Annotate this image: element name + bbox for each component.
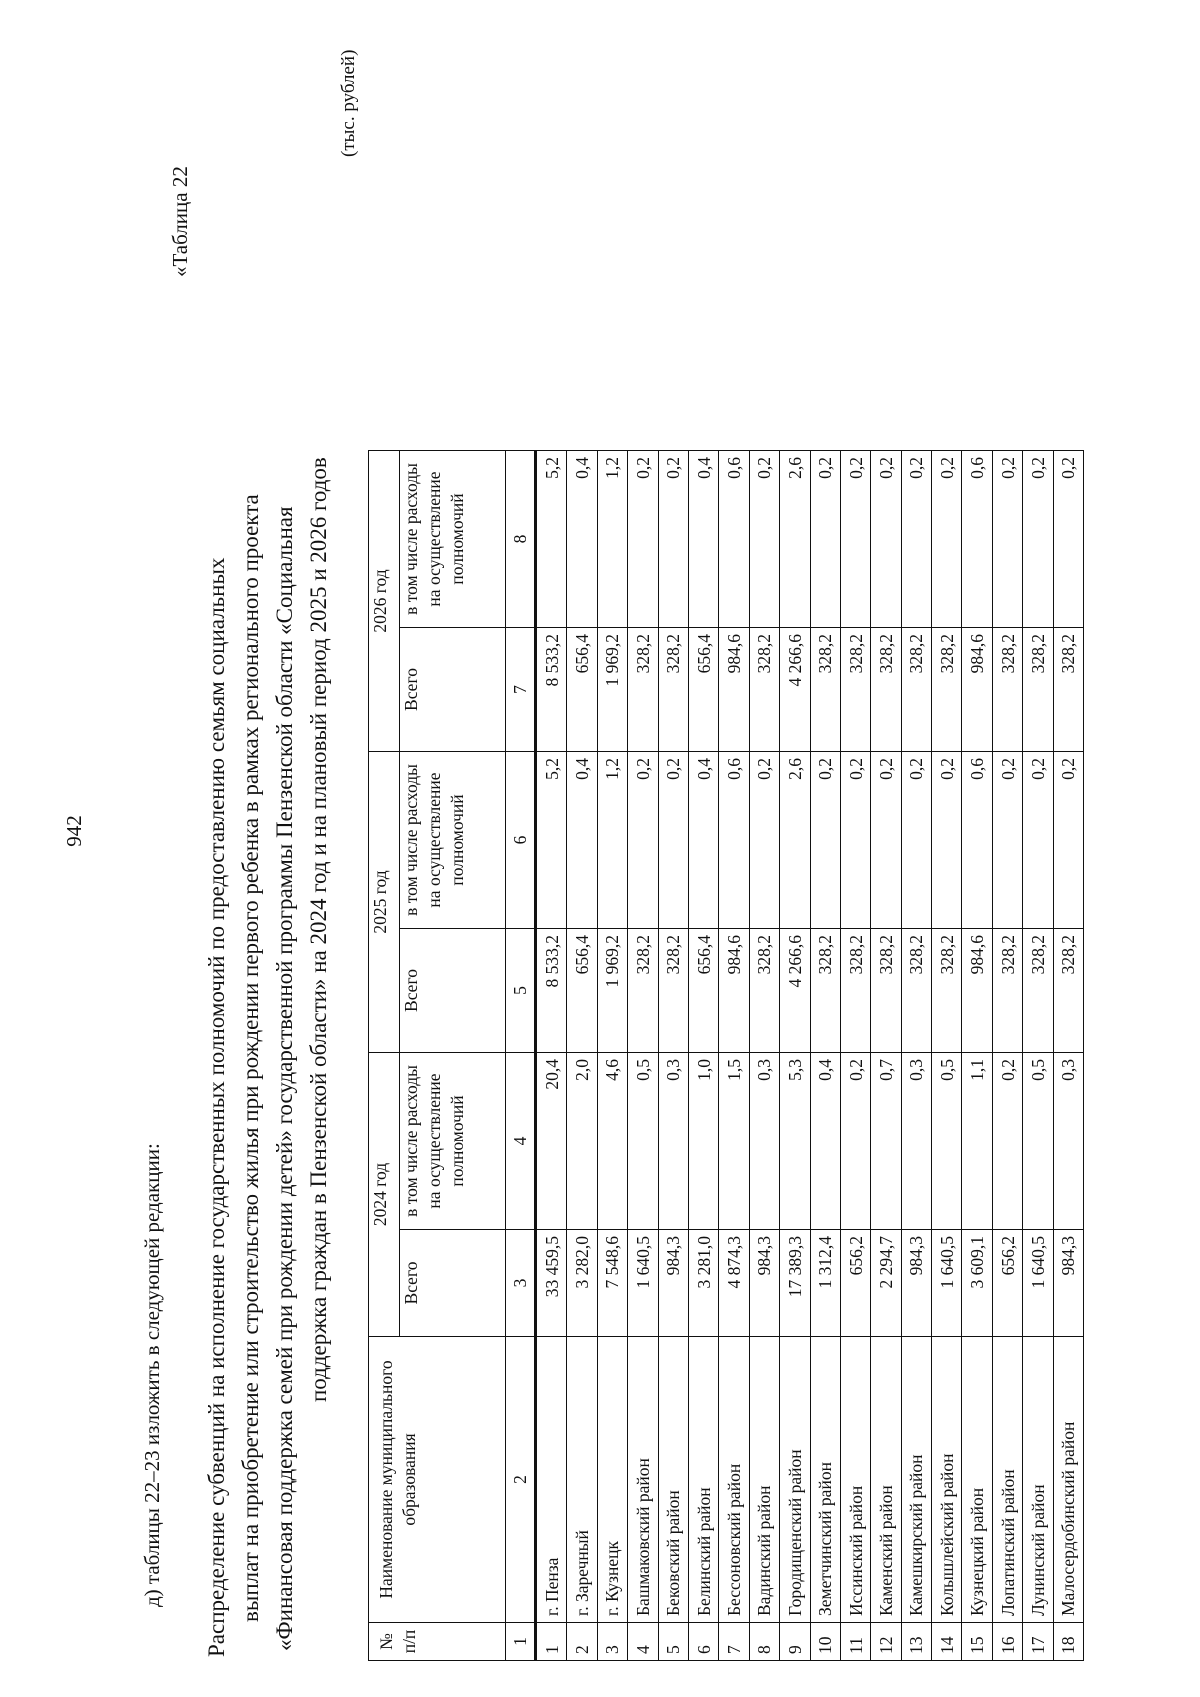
row-number: 10	[810, 1623, 840, 1661]
municipality-name: Лопатинский район	[992, 1337, 1022, 1623]
value-2024-total: 3 282,0	[567, 1230, 597, 1337]
title-line: выплат на приобретение или строительство жилья при рождении первого ребенка в рамках регионального проекта	[238, 494, 263, 1622]
row-number: 9	[780, 1623, 810, 1661]
value-2026-total: 984,6	[962, 628, 992, 752]
row-number: 6	[688, 1623, 718, 1661]
value-2026-total: 4 266,6	[780, 628, 810, 752]
header-total: Всего	[400, 1230, 506, 1337]
table-row	[567, 451, 597, 1661]
value-2025-total: 328,2	[871, 929, 901, 1053]
value-2024-incl: 5,3	[780, 1053, 810, 1230]
header-total: Всего	[400, 929, 506, 1053]
row-number: 14	[932, 1623, 962, 1661]
row-number: 1	[536, 1623, 567, 1661]
value-2024-total: 984,3	[1053, 1230, 1083, 1337]
table-row	[810, 451, 840, 1661]
value-2025-total: 328,2	[992, 929, 1022, 1053]
value-2026-incl: 0,2	[658, 451, 688, 628]
table-body	[536, 451, 1084, 1661]
value-2026-total: 8 533,2	[536, 628, 567, 752]
intro-text: д) таблицы 22–23 изложить в следующей редакции:	[140, 1143, 164, 1607]
value-2025-total: 328,2	[901, 929, 931, 1053]
column-number: 1	[506, 1623, 536, 1661]
municipality-name: Иссинский район	[840, 1337, 870, 1623]
value-2026-total: 328,2	[840, 628, 870, 752]
value-2026-total: 328,2	[1023, 628, 1053, 752]
value-2024-total: 33 459,5	[536, 1230, 567, 1337]
value-2024-total: 984,3	[901, 1230, 931, 1337]
row-number: 12	[871, 1623, 901, 1661]
municipality-name: Каменский район	[871, 1337, 901, 1623]
value-2024-incl: 1,0	[688, 1053, 718, 1230]
value-2024-incl: 0,5	[1023, 1053, 1053, 1230]
table-row	[658, 451, 688, 1661]
municipality-name: Лунинский район	[1023, 1337, 1053, 1623]
data-table	[368, 450, 1084, 1661]
value-2024-total: 17 389,3	[780, 1230, 810, 1337]
value-2026-total: 984,6	[719, 628, 749, 752]
value-2025-incl: 5,2	[536, 752, 567, 929]
value-2024-total: 656,2	[840, 1230, 870, 1337]
municipality-name: г. Кузнецк	[597, 1337, 627, 1623]
value-2026-total: 656,4	[688, 628, 718, 752]
table-title	[200, 17, 336, 1657]
value-2026-incl: 0,2	[932, 451, 962, 628]
value-2026-incl: 0,2	[871, 451, 901, 628]
value-2026-total: 1 969,2	[597, 628, 627, 752]
row-number: 3	[597, 1623, 627, 1661]
value-2024-incl: 1,5	[719, 1053, 749, 1230]
value-2025-total: 328,2	[1053, 929, 1083, 1053]
value-2026-incl: 0,2	[901, 451, 931, 628]
table-row	[688, 451, 718, 1661]
municipality-name: Вадинский район	[749, 1337, 779, 1623]
table-container	[368, 450, 1084, 1661]
value-2025-total: 984,6	[719, 929, 749, 1053]
value-2024-total: 1 640,5	[628, 1230, 658, 1337]
value-2025-incl: 0,2	[840, 752, 870, 929]
value-2025-total: 1 969,2	[597, 929, 627, 1053]
value-2026-incl: 0,2	[749, 451, 779, 628]
value-2025-incl: 0,2	[1023, 752, 1053, 929]
value-2024-total: 4 874,3	[719, 1230, 749, 1337]
value-2024-incl: 2,0	[567, 1053, 597, 1230]
column-number: 8	[506, 451, 536, 628]
value-2026-total: 656,4	[567, 628, 597, 752]
value-2024-total: 2 294,7	[871, 1230, 901, 1337]
value-2024-total: 3 609,1	[962, 1230, 992, 1337]
table-row	[780, 451, 810, 1661]
row-number: 13	[901, 1623, 931, 1661]
value-2024-total: 984,3	[658, 1230, 688, 1337]
municipality-name: г. Заречный	[567, 1337, 597, 1623]
column-number: 4	[506, 1053, 536, 1230]
value-2025-total: 8 533,2	[536, 929, 567, 1053]
value-2024-incl: 0,3	[1053, 1053, 1083, 1230]
header-year-2025: 2025 год	[369, 752, 400, 1053]
value-2026-incl: 5,2	[536, 451, 567, 628]
value-2026-total: 328,2	[871, 628, 901, 752]
municipality-name: Башмаковский район	[628, 1337, 658, 1623]
value-2026-incl: 0,2	[1053, 451, 1083, 628]
value-2025-total: 328,2	[658, 929, 688, 1053]
value-2025-total: 4 266,6	[780, 929, 810, 1053]
value-2024-total: 656,2	[992, 1230, 1022, 1337]
municipality-name: Колышлейский район	[932, 1337, 962, 1623]
value-2026-total: 328,2	[810, 628, 840, 752]
value-2025-incl: 0,2	[932, 752, 962, 929]
table-row	[1053, 451, 1083, 1661]
municipality-name: Белинский район	[688, 1337, 718, 1623]
value-2025-total: 328,2	[749, 929, 779, 1053]
municipality-name: Камешкирский район	[901, 1337, 931, 1623]
value-2025-total: 656,4	[567, 929, 597, 1053]
value-2025-incl: 0,2	[992, 752, 1022, 929]
value-2024-incl: 0,5	[932, 1053, 962, 1230]
header-year-2026: 2026 год	[369, 451, 400, 752]
value-2024-incl: 4,6	[597, 1053, 627, 1230]
value-2026-incl: 0,4	[688, 451, 718, 628]
value-2026-incl: 0,2	[810, 451, 840, 628]
header-year-2024: 2024 год	[369, 1053, 400, 1337]
row-number: 11	[840, 1623, 870, 1661]
value-2025-total: 328,2	[932, 929, 962, 1053]
value-2026-incl: 1,2	[597, 451, 627, 628]
column-number: 6	[506, 752, 536, 929]
column-number: 3	[506, 1230, 536, 1337]
value-2024-total: 984,3	[749, 1230, 779, 1337]
row-number: 8	[749, 1623, 779, 1661]
value-2026-incl: 0,4	[567, 451, 597, 628]
value-2026-incl: 0,6	[962, 451, 992, 628]
table-row	[597, 451, 627, 1661]
value-2025-incl: 0,4	[567, 752, 597, 929]
table-row	[932, 451, 962, 1661]
title-line: поддержка граждан в Пензенской области» на 2024 год и на плановый период 2025 и 2026 годов	[306, 457, 331, 1402]
table-row	[962, 451, 992, 1661]
municipality-name: Кузнецкий район	[962, 1337, 992, 1623]
row-number: 5	[658, 1623, 688, 1661]
value-2024-incl: 0,3	[658, 1053, 688, 1230]
table-row	[536, 451, 567, 1661]
value-2024-total: 7 548,6	[597, 1230, 627, 1337]
value-2024-incl: 20,4	[536, 1053, 567, 1230]
row-number: 18	[1053, 1623, 1083, 1661]
municipality-name: Бессоновский район	[719, 1337, 749, 1623]
units-label: (тыс. рублей)	[338, 49, 359, 157]
value-2026-incl: 2,6	[780, 451, 810, 628]
value-2025-incl: 0,4	[688, 752, 718, 929]
value-2025-total: 328,2	[628, 929, 658, 1053]
value-2025-total: 656,4	[688, 929, 718, 1053]
value-2024-incl: 0,3	[901, 1053, 931, 1230]
value-2026-incl: 0,2	[840, 451, 870, 628]
value-2025-incl: 0,2	[810, 752, 840, 929]
title-line: «Финансовая поддержка семей при рождении детей» государственной программы Пензенской области «Социальная	[272, 506, 297, 1651]
value-2024-total: 1 312,4	[810, 1230, 840, 1337]
column-number: 7	[506, 628, 536, 752]
header-total: Всего	[400, 628, 506, 752]
table-row	[719, 451, 749, 1661]
municipality-name: Малосердобинский район	[1053, 1337, 1083, 1623]
value-2025-total: 984,6	[962, 929, 992, 1053]
value-2025-incl: 2,6	[780, 752, 810, 929]
row-number: 15	[962, 1623, 992, 1661]
value-2025-incl: 0,6	[962, 752, 992, 929]
table-row	[871, 451, 901, 1661]
table-row	[840, 451, 870, 1661]
header-incl: в том числе расходы на осуществление полномочий	[400, 1053, 506, 1230]
value-2025-incl: 0,2	[658, 752, 688, 929]
row-number: 7	[719, 1623, 749, 1661]
value-2025-incl: 0,2	[749, 752, 779, 929]
municipality-name: Земетчинский район	[810, 1337, 840, 1623]
value-2024-incl: 0,2	[992, 1053, 1022, 1230]
header-incl: в том числе расходы на осуществление полномочий	[400, 451, 506, 628]
value-2024-incl: 0,7	[871, 1053, 901, 1230]
table-row	[901, 451, 931, 1661]
value-2025-incl: 0,2	[901, 752, 931, 929]
value-2026-incl: 0,2	[1023, 451, 1053, 628]
value-2026-total: 328,2	[749, 628, 779, 752]
municipality-name: Городищенский район	[780, 1337, 810, 1623]
page-number: 942	[62, 815, 86, 847]
row-number: 17	[1023, 1623, 1053, 1661]
value-2025-incl: 1,2	[597, 752, 627, 929]
value-2026-incl: 0,6	[719, 451, 749, 628]
row-number: 2	[567, 1623, 597, 1661]
value-2024-incl: 1,1	[962, 1053, 992, 1230]
value-2025-incl: 0,2	[628, 752, 658, 929]
municipality-name: г. Пенза	[536, 1337, 567, 1623]
value-2024-incl: 0,3	[749, 1053, 779, 1230]
value-2025-incl: 0,2	[1053, 752, 1083, 929]
value-2026-total: 328,2	[992, 628, 1022, 752]
table-row	[1023, 451, 1053, 1661]
value-2026-total: 328,2	[1053, 628, 1083, 752]
value-2024-total: 1 640,5	[1023, 1230, 1053, 1337]
value-2024-incl: 0,2	[840, 1053, 870, 1230]
table-row	[628, 451, 658, 1661]
municipality-name: Бековский район	[658, 1337, 688, 1623]
column-number: 5	[506, 929, 536, 1053]
value-2026-total: 328,2	[932, 628, 962, 752]
column-number: 2	[506, 1337, 536, 1623]
value-2025-total: 328,2	[1023, 929, 1053, 1053]
table-row	[992, 451, 1022, 1661]
title-line: Распределение субвенций на исполнение государственных полномочий по предоставлению семьям социальных	[204, 557, 229, 1657]
value-2025-total: 328,2	[810, 929, 840, 1053]
header-num: № п/п	[369, 1623, 506, 1661]
header-name: Наименование муниципального образования	[369, 1337, 506, 1623]
value-2026-incl: 0,2	[628, 451, 658, 628]
value-2025-incl: 0,2	[871, 752, 901, 929]
table-row	[749, 451, 779, 1661]
value-2024-total: 3 281,0	[688, 1230, 718, 1337]
row-number: 16	[992, 1623, 1022, 1661]
table-label: «Таблица 22	[168, 166, 192, 277]
value-2026-total: 328,2	[628, 628, 658, 752]
value-2026-incl: 0,2	[992, 451, 1022, 628]
value-2024-incl: 0,5	[628, 1053, 658, 1230]
header-incl: в том числе расходы на осуществление полномочий	[400, 752, 506, 929]
value-2025-incl: 0,6	[719, 752, 749, 929]
value-2024-incl: 0,4	[810, 1053, 840, 1230]
value-2026-total: 328,2	[658, 628, 688, 752]
value-2024-total: 1 640,5	[932, 1230, 962, 1337]
row-number: 4	[628, 1623, 658, 1661]
value-2025-total: 328,2	[840, 929, 870, 1053]
value-2026-total: 328,2	[901, 628, 931, 752]
